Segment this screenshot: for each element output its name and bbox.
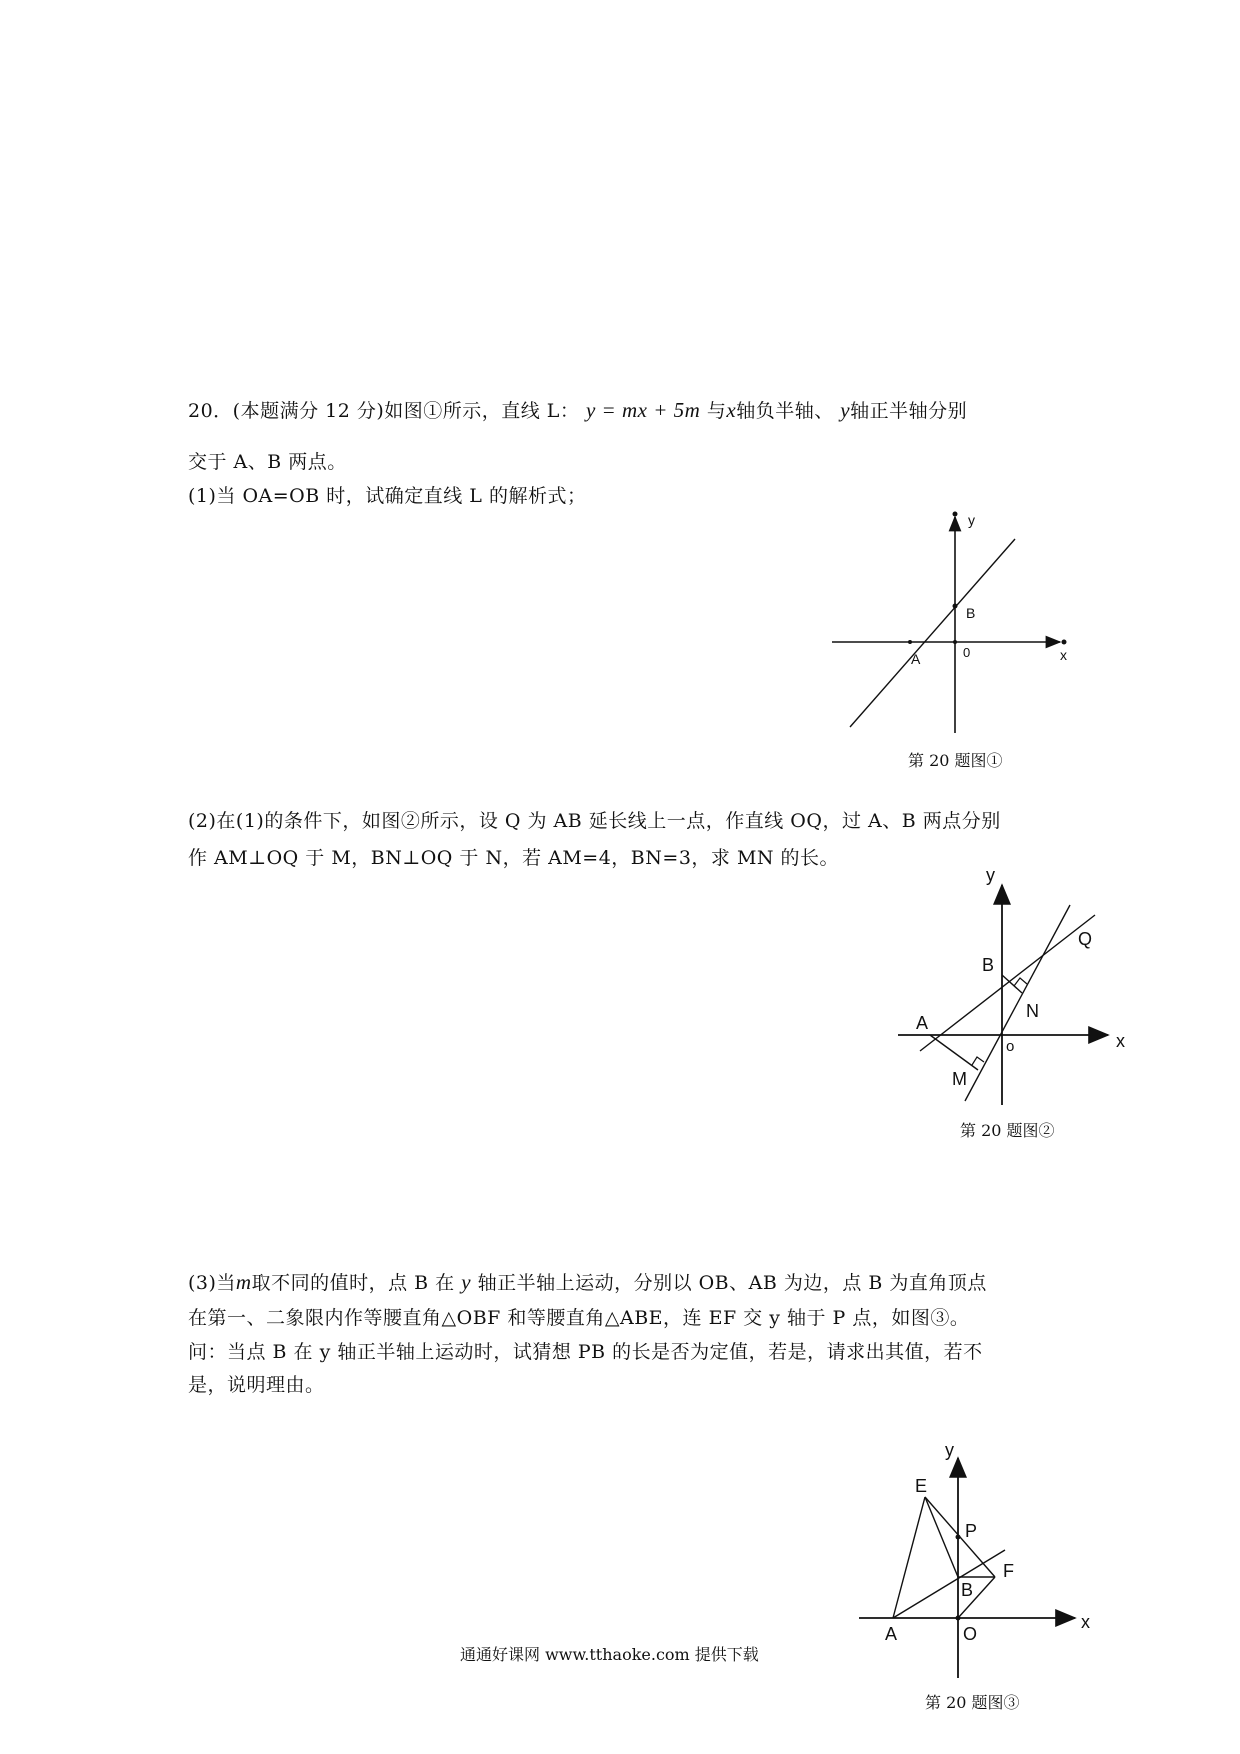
label-B: B	[982, 955, 995, 975]
label-O: o	[1006, 1038, 1015, 1055]
point-B	[953, 604, 958, 609]
intro-mid2: 轴负半轴、	[736, 400, 834, 422]
label-P: P	[965, 1521, 978, 1541]
part3-prefix: (3)当	[188, 1272, 236, 1294]
figure-2-caption: 第 20 题图②	[960, 1121, 1055, 1140]
right-angle-N	[1014, 978, 1027, 986]
problem-intro-line2: 交于 A、B 两点。	[188, 451, 347, 473]
figure-3-diagram	[855, 1440, 1100, 1680]
label-E: E	[915, 1476, 928, 1496]
var-m: m	[235, 1270, 252, 1294]
label-N: N	[1026, 1001, 1039, 1021]
segment-BN	[1002, 975, 1022, 993]
label-O: O	[963, 1624, 978, 1644]
problem-intro-line1	[188, 396, 967, 423]
part3-line2: 在第一、二象限内作等腰直角△OBF 和等腰直角△ABE，连 EF 交 y 轴于 P 点，如图③。	[188, 1307, 970, 1329]
part2-line2: 作 AM⊥OQ 于 M，BN⊥OQ 于 N，若 AM=4，BN=3，求 MN 的长。	[188, 847, 840, 869]
figure-1-caption: 第 20 题图①	[908, 751, 1003, 770]
figure-2	[890, 865, 1140, 1110]
line-L	[850, 539, 1015, 727]
var-y-2: y	[461, 1270, 472, 1294]
label-F: F	[1003, 1561, 1014, 1581]
label-A: A	[916, 1013, 929, 1033]
part3-line3: 问：当点 B 在 y 轴正半轴上运动时，试猜想 PB 的长是否为定值，若是，请求出其值，若不	[188, 1341, 983, 1363]
label-x: x	[1060, 647, 1067, 663]
label-B: B	[961, 1580, 974, 1600]
part3-suffix: 轴正半轴上运动，分别以 OB、AB 为边，点 B 为直角顶点	[477, 1272, 987, 1294]
segment-AM	[930, 1035, 978, 1070]
segment-AE	[893, 1497, 925, 1618]
point-P	[956, 1535, 961, 1540]
figure-3-caption: 第 20 题图③	[925, 1693, 1020, 1712]
label-M: M	[952, 1069, 967, 1089]
label-Q: Q	[1078, 929, 1093, 949]
label-x: x	[1116, 1031, 1125, 1051]
figure-3	[855, 1440, 1100, 1680]
figure-1	[820, 505, 1080, 745]
right-angle-M	[972, 1057, 984, 1065]
part3-mid: 取不同的值时，点 B 在	[251, 1272, 455, 1294]
figure-1-diagram	[820, 505, 1080, 745]
part3-line1	[188, 1268, 987, 1295]
var-x: x	[726, 398, 737, 422]
point-A	[908, 640, 912, 644]
intro-suffix: 轴正半轴分别	[850, 400, 968, 422]
label-A: A	[885, 1624, 898, 1644]
label-x: x	[1081, 1612, 1090, 1632]
figure-2-diagram	[890, 865, 1140, 1110]
intro-mid: 与	[706, 400, 727, 422]
part1-question: (1)当 OA=OB 时，试确定直线 L 的解析式；	[188, 485, 587, 507]
problem-intro-prefix: 20．(本题满分 12 分)如图①所示，直线 L：	[188, 400, 580, 422]
label-O: 0	[963, 645, 971, 660]
segment-EB	[925, 1497, 958, 1577]
var-y: y	[840, 398, 851, 422]
label-y: y	[968, 512, 975, 528]
part2-line1: (2)在(1)的条件下，如图②所示，设 Q 为 AB 延长线上一点，作直线 OQ，过 A、B 两点分别	[188, 810, 1001, 832]
point-O	[953, 640, 957, 644]
label-y: y	[945, 1440, 954, 1460]
line-equation: y = mx + 5m	[585, 398, 701, 422]
label-B: B	[966, 605, 976, 621]
label-A: A	[911, 651, 921, 667]
footer-source: 通通好课网 www.tthaoke.com 提供下载	[460, 1645, 759, 1664]
part3-line4: 是，说明理由。	[188, 1374, 325, 1396]
label-y: y	[986, 865, 995, 885]
line-AB	[920, 915, 1095, 1051]
point-O	[956, 1616, 961, 1621]
